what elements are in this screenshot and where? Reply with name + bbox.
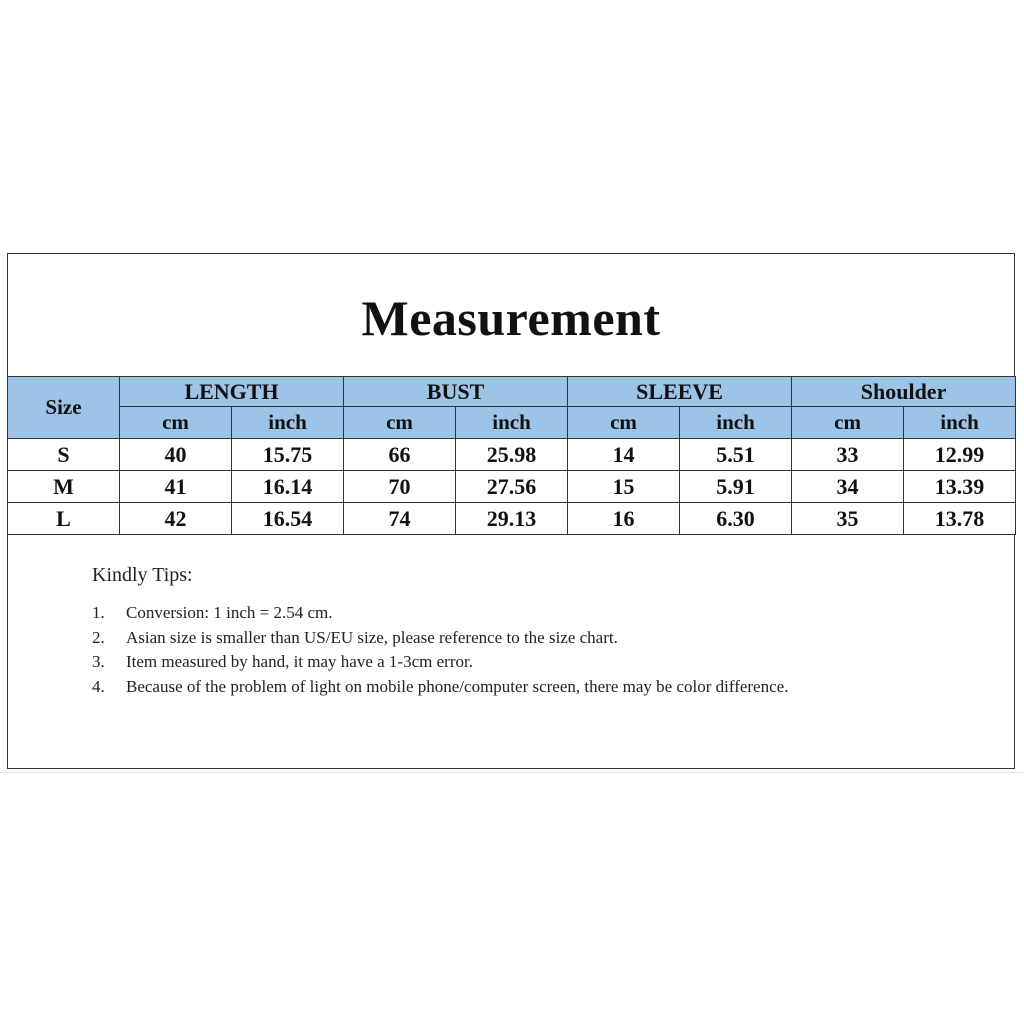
unit-header: cm [120,407,232,439]
table-cell: 40 [120,439,232,471]
table-cell: 15 [568,471,680,503]
table-cell: 16.54 [232,503,344,535]
table-cell: 41 [120,471,232,503]
tips-list [92,601,912,699]
title-area [8,254,1014,376]
unit-header: cm [344,407,456,439]
table-cell: 25.98 [456,439,568,471]
tips-title: Kindly Tips: [92,564,193,586]
table-cell: 13.78 [904,503,1016,535]
list-item [92,601,912,626]
unit-header: inch [456,407,568,439]
list-item-number: 3. [92,652,105,671]
grid-line [0,772,1024,773]
list-item-text: Conversion: 1 inch = 2.54 cm. [126,603,333,622]
list-item-text: Asian size is smaller than US/EU size, please reference to the size chart. [126,627,618,647]
table-cell: 27.56 [456,471,568,503]
length-header: LENGTH [120,377,344,407]
table-cell: 5.91 [680,471,792,503]
sleeve-header: SLEEVE [568,377,792,407]
table-row [8,503,1016,535]
list-item-text: Item measured by hand, it may have a 1-3cm error. [126,652,473,671]
unit-header: cm [568,407,680,439]
list-item [92,650,912,675]
unit-header: inch [904,407,1016,439]
table-cell: 14 [568,439,680,471]
table-row [8,439,1016,471]
list-item [92,675,912,700]
page-title: Measurement [361,290,661,346]
table-cell: 34 [792,471,904,503]
unit-header: inch [232,407,344,439]
unit-header: inch [680,407,792,439]
table-cell: 42 [120,503,232,535]
table-cell: 16 [568,503,680,535]
table-cell: 12.99 [904,439,1016,471]
table-row [8,471,1016,503]
table-cell: 35 [792,503,904,535]
table-cell: 29.13 [456,503,568,535]
table-cell: 5.51 [680,439,792,471]
size-column-header: Size [8,377,120,439]
list-item [92,626,912,651]
table-cell: 15.75 [232,439,344,471]
list-item-number: 1. [92,603,105,622]
table-cell: 66 [344,439,456,471]
list-item-number: 2. [92,627,105,647]
table-cell: 6.30 [680,503,792,535]
size-cell: M [8,471,120,503]
size-chart [7,253,1015,769]
bust-header: BUST [344,377,568,407]
table-cell: 70 [344,471,456,503]
shoulder-header: Shoulder [792,377,1016,407]
table-cell: 74 [344,503,456,535]
kindly-tips [92,564,912,699]
size-table [7,376,1016,535]
size-cell: L [8,503,120,535]
unit-header: cm [792,407,904,439]
list-item-text: Because of the problem of light on mobile phone/computer screen, there may be color difference. [126,676,789,696]
size-cell: S [8,439,120,471]
list-item-number: 4. [92,676,105,696]
table-cell: 33 [792,439,904,471]
table-cell: 16.14 [232,471,344,503]
table-cell: 13.39 [904,471,1016,503]
